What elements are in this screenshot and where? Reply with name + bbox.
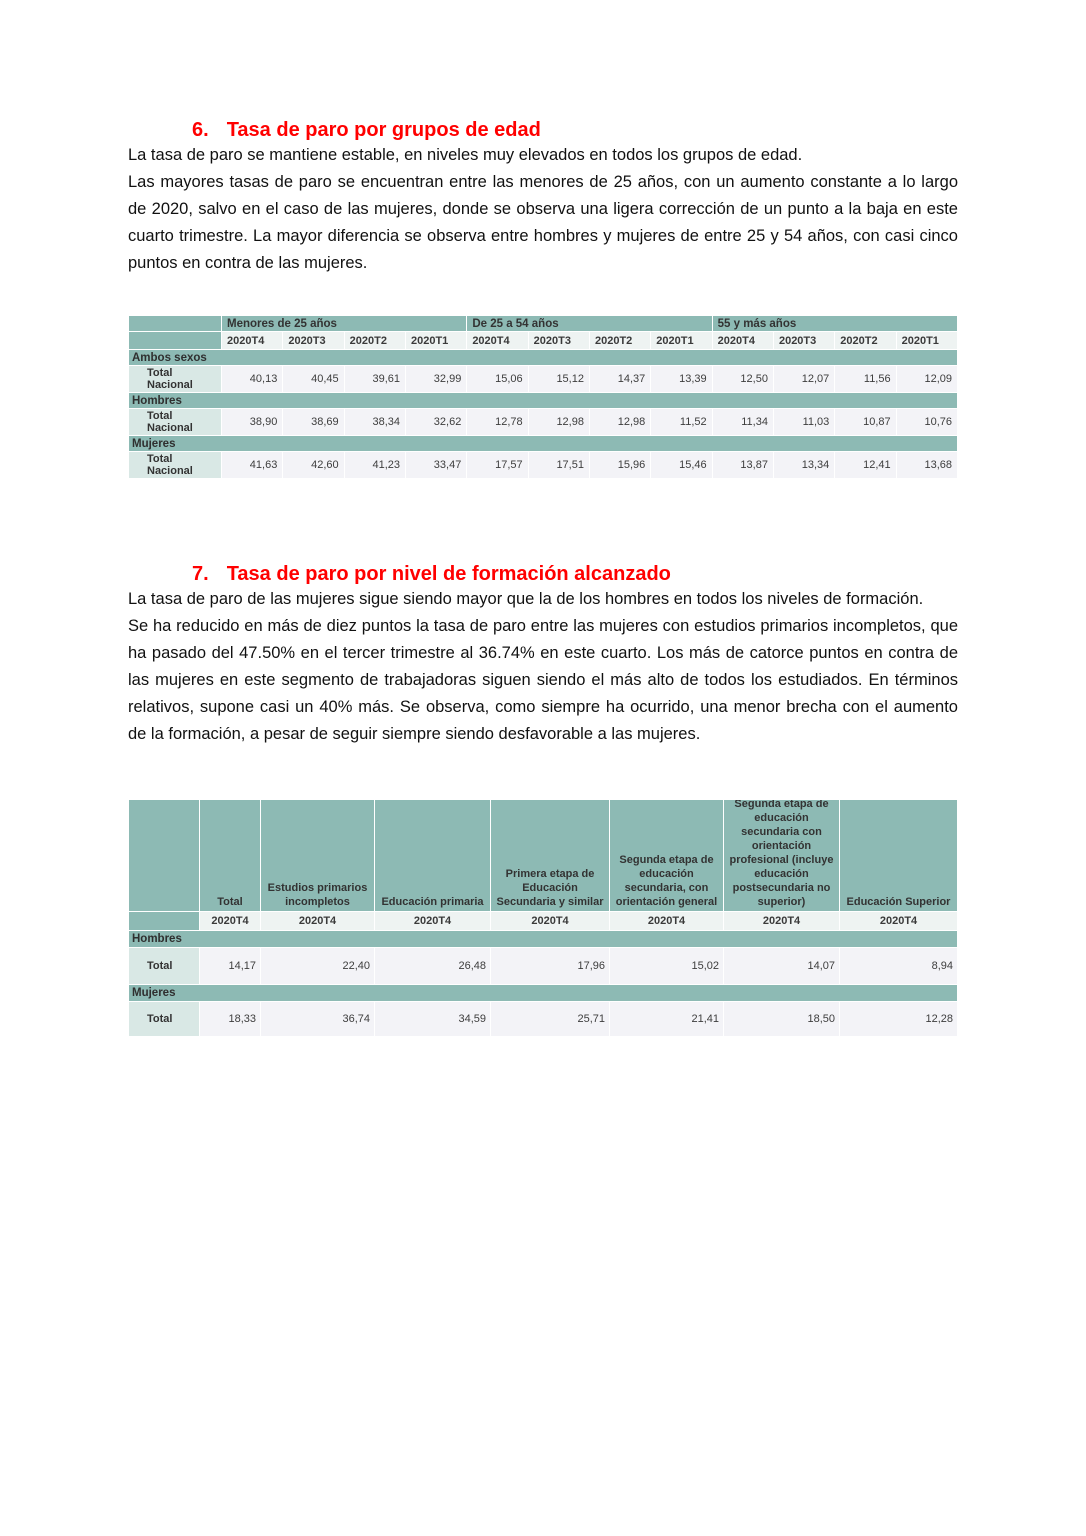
cell-value: 22,40 [261, 948, 374, 984]
cell-value: 15,96 [590, 452, 650, 478]
cell-value: 14,37 [590, 366, 650, 392]
age-group-header: Menores de 25 años [222, 316, 466, 331]
cell-value: 13,34 [774, 452, 834, 478]
section-7-number: 7. [192, 563, 209, 585]
quarter-header: 2020T4 [222, 332, 282, 349]
row-label: Total Nacional [129, 409, 221, 435]
band-label: Mujeres [129, 436, 957, 451]
cell-value: 11,03 [774, 409, 834, 435]
cell-value: 12,78 [467, 409, 527, 435]
cell-value: 11,56 [835, 366, 895, 392]
section-6-paragraph-1: La tasa de paro se mantiene estable, en niveles muy elevados en todos los grupos de edad. [128, 146, 803, 164]
age-group-header: 55 y más años [713, 316, 957, 331]
cell-value: 12,09 [897, 366, 957, 392]
cell-value: 13,68 [897, 452, 957, 478]
cell-value: 12,07 [774, 366, 834, 392]
cell-value: 26,48 [375, 948, 490, 984]
education-column-header: Educación Superior [840, 800, 957, 911]
education-column-header: Total [200, 800, 260, 911]
quarter-header: 2020T2 [590, 332, 650, 349]
quarter-header: 2020T2 [835, 332, 895, 349]
cell-value: 25,71 [491, 1002, 609, 1036]
data-row-mujeres [129, 1002, 957, 1036]
band-row-ambos-sexos [129, 350, 957, 365]
unemployment-by-education-table [128, 799, 958, 1037]
data-row-ambos-sexos [129, 366, 957, 392]
row-label: Total [129, 948, 199, 984]
cell-value: 17,51 [529, 452, 589, 478]
quarter-header: 2020T3 [774, 332, 834, 349]
cell-value: 38,69 [283, 409, 343, 435]
cell-value: 12,98 [590, 409, 650, 435]
quarter-header: 2020T3 [529, 332, 589, 349]
section-6-title: Tasa de paro por grupos de edad [226, 119, 541, 141]
band-label: Hombres [129, 393, 957, 408]
section-7-paragraph-2: Se ha reducido en más de diez puntos la tasa de paro entre las mujeres con estudios primarios incompletos, que ha pasado del 47.50% en el tercer trimestre al 36.74% en este cuarto. Los más de catorce puntos en contra de las mujeres en este segmento de trabajadoras siguen siendo el más alto de todos los estudiados. En términos relativos, supone casi un 40% más. Se observa, como siempre ha ocurrido, una menor brecha con el aumento de la formación, a pesar de seguir siempre siendo desfavorable a las mujeres. [128, 617, 958, 743]
section-6-heading [128, 118, 958, 142]
education-column-header: Primera etapa de Educación Secundaria y similar [491, 800, 609, 911]
section-7-paragraph-1: La tasa de paro de las mujeres sigue siendo mayor que la de los hombres en todos los niveles de formación. [128, 590, 924, 608]
quarter-header: 2020T1 [651, 332, 711, 349]
band-label: Hombres [129, 931, 957, 947]
quarter-header: 2020T1 [897, 332, 957, 349]
section-7-title: Tasa de paro por nivel de formación alcanzado [226, 563, 671, 585]
age-group-header: De 25 a 54 años [467, 316, 711, 331]
education-table-wrapper [128, 799, 958, 1037]
education-column-header-clipped [724, 800, 839, 911]
cell-value: 11,34 [713, 409, 773, 435]
cell-value: 12,50 [713, 366, 773, 392]
band-row-mujeres [129, 436, 957, 451]
cell-value: 34,59 [375, 1002, 490, 1036]
education-column-header: Educación primaria [375, 800, 490, 911]
cell-value: 14,07 [724, 948, 839, 984]
cell-value: 39,61 [345, 366, 405, 392]
quarter-header: 2020T4 [610, 912, 723, 930]
data-row-hombres [129, 948, 957, 984]
cell-value: 21,41 [610, 1002, 723, 1036]
cell-value: 15,46 [651, 452, 711, 478]
row-label: Total [129, 1002, 199, 1036]
cell-value: 13,39 [651, 366, 711, 392]
cell-value: 38,34 [345, 409, 405, 435]
cell-value: 36,74 [261, 1002, 374, 1036]
quarter-header: 2020T4 [840, 912, 957, 930]
education-column-header: Estudios primarios incompletos [261, 800, 374, 911]
quarter-header: 2020T4 [491, 912, 609, 930]
cell-value: 15,12 [529, 366, 589, 392]
section-6-number: 6. [192, 119, 209, 141]
quarter-header-row [129, 912, 957, 930]
cell-value: 38,90 [222, 409, 282, 435]
clipped-header-text: Segunda etapa de educación secundaria con orientación profesional (incluye educación postsecundaria no superior) [729, 800, 834, 908]
cell-value: 10,87 [835, 409, 895, 435]
quarter-header: 2020T1 [406, 332, 466, 349]
quarter-header: 2020T4 [467, 332, 527, 349]
cell-value: 12,41 [835, 452, 895, 478]
education-column-header: Segunda etapa de educación secundaria, con orientación general [610, 800, 723, 911]
row-label: Total Nacional [129, 452, 221, 478]
cell-value: 32,99 [406, 366, 466, 392]
age-group-header-row [129, 316, 957, 331]
data-row-mujeres [129, 452, 957, 478]
corner-cell [129, 800, 199, 911]
corner-cell [129, 332, 221, 349]
quarter-header: 2020T4 [713, 332, 773, 349]
band-row-mujeres [129, 985, 957, 1001]
cell-value: 11,52 [651, 409, 711, 435]
cell-value: 41,23 [345, 452, 405, 478]
cell-value: 15,02 [610, 948, 723, 984]
section-6-paragraph-2: Las mayores tasas de paro se encuentran entre las menores de 25 años, con un aumento constante a lo largo de 2020, salvo en el caso de las mujeres, donde se observa una ligera corrección de un punto a la baja en este cuarto trimestre. La mayor diferencia se observa entre hombres y mujeres de entre 25 y 54 años, con casi cinco puntos en contra de las mujeres. [128, 173, 958, 272]
section-7-heading [128, 562, 958, 586]
corner-cell [129, 316, 221, 331]
cell-value: 42,60 [283, 452, 343, 478]
band-row-hombres [129, 931, 957, 947]
row-label: Total Nacional [129, 366, 221, 392]
cell-value: 17,57 [467, 452, 527, 478]
quarter-header: 2020T4 [724, 912, 839, 930]
cell-value: 12,28 [840, 1002, 957, 1036]
cell-value: 33,47 [406, 452, 466, 478]
quarter-header: 2020T4 [375, 912, 490, 930]
cell-value: 12,98 [529, 409, 589, 435]
band-label: Ambos sexos [129, 350, 957, 365]
cell-value: 10,76 [897, 409, 957, 435]
cell-value: 32,62 [406, 409, 466, 435]
cell-value: 18,50 [724, 1002, 839, 1036]
cell-value: 40,45 [283, 366, 343, 392]
cell-value: 41,63 [222, 452, 282, 478]
education-header-row [129, 800, 957, 911]
cell-value: 13,87 [713, 452, 773, 478]
band-row-hombres [129, 393, 957, 408]
cell-value: 18,33 [200, 1002, 260, 1036]
quarter-header: 2020T3 [283, 332, 343, 349]
quarter-header: 2020T2 [345, 332, 405, 349]
band-label: Mujeres [129, 985, 957, 1001]
unemployment-by-age-table [128, 315, 958, 479]
cell-value: 40,13 [222, 366, 282, 392]
cell-value: 8,94 [840, 948, 957, 984]
data-row-hombres [129, 409, 957, 435]
cell-value: 15,06 [467, 366, 527, 392]
quarter-header: 2020T4 [261, 912, 374, 930]
corner-cell [129, 912, 199, 930]
quarter-header: 2020T4 [200, 912, 260, 930]
cell-value: 14,17 [200, 948, 260, 984]
cell-value: 17,96 [491, 948, 609, 984]
quarter-header-row [129, 332, 957, 349]
